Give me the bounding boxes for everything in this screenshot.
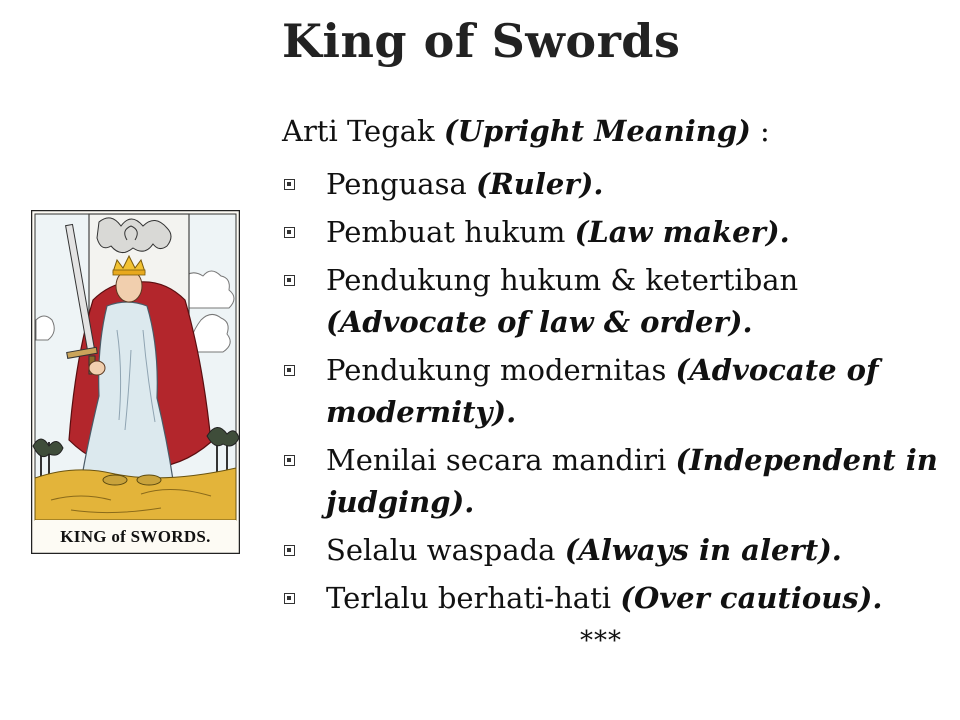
square-bullet-icon [284, 455, 295, 466]
meaning-indonesian: Pendukung modernitas [326, 353, 676, 387]
square-bullet-icon [284, 275, 295, 286]
meaning-english: (Always in alert). [564, 533, 842, 567]
meaning-english: (Ruler). [475, 167, 604, 201]
card-caption: KING of SWORDS. [60, 527, 211, 546]
king-of-swords-illustration [31, 210, 240, 554]
square-bullet-icon [284, 179, 295, 190]
meaning-list [282, 163, 942, 625]
list-item [282, 259, 942, 343]
square-bullet-icon [284, 593, 295, 604]
upright-meaning-heading [282, 113, 770, 149]
list-item [282, 349, 942, 433]
meaning-english: (Over cautious). [620, 581, 883, 615]
list-item [282, 211, 942, 253]
list-item [282, 529, 942, 571]
square-bullet-icon [284, 227, 295, 238]
end-mark: *** [580, 626, 622, 656]
intro-prefix: Arti Tegak [282, 114, 444, 148]
meaning-indonesian: Selalu waspada [326, 533, 565, 567]
meaning-english: (Independent in judging). [326, 443, 938, 519]
meaning-indonesian: Penguasa [326, 167, 476, 201]
list-item [282, 163, 942, 205]
meaning-indonesian: Menilai secara mandiri [326, 443, 676, 477]
meaning-english: (Advocate of law & order). [326, 305, 753, 339]
list-item [282, 439, 942, 523]
tarot-card-image [31, 210, 240, 554]
meaning-indonesian: Terlalu berhati-hati [326, 581, 621, 615]
intro-suffix: : [750, 114, 770, 148]
meaning-english: (Law maker). [574, 215, 790, 249]
list-item [282, 577, 942, 619]
slide-title: King of Swords [282, 14, 681, 68]
intro-english: (Upright Meaning) [443, 114, 751, 148]
meaning-indonesian: Pembuat hukum [326, 215, 575, 249]
meaning-english: (Advocate of modernity). [326, 353, 879, 429]
square-bullet-icon [284, 365, 295, 376]
square-bullet-icon [284, 545, 295, 556]
meaning-indonesian: Pendukung hukum & ketertiban [326, 263, 799, 297]
